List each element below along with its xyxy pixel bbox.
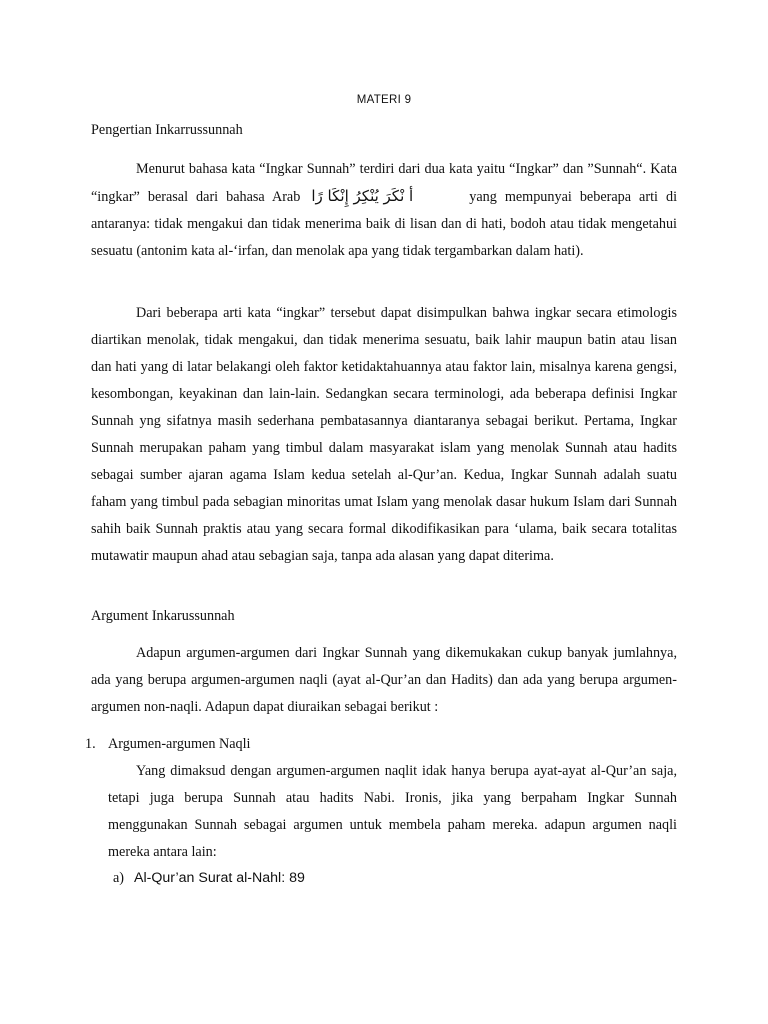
arabic-term: أ نْكَرَ يُنْكِرُ إِنْكَا رًا [311,187,414,205]
section-heading-argument: Argument Inkarussunnah [91,608,235,624]
page-title: MATERI 9 [356,94,412,106]
paragraph-arguments-intro: Adapun argumen-argumen dari Ingkar Sunnah yang dikemukakan cukup banyak jumlahnya, ada yang berupa argumen-argumen naqli (ayat al-Qur’an dan Hadits) dan ada yang berupa argumen-argumen non-naqli. Adapun dapat diuraikan sebagai berikut : [91,645,677,715]
paragraph-definition [91,156,677,265]
list-item-paragraph: Yang dimaksud dengan argumen-argumen naqlit idak hanya berupa ayat-ayat al-Qur’an saja, tetapi juga berupa Sunnah atau hadits Nabi. Ironis, jika yang berpaham Ingkar Sunnah menggunakan Sunnah sebagai argumen untuk membela paham mereka. adapun argumen naqli mereka antara lain: [108,763,677,860]
paragraph-text-before-arabic: Menurut bahasa kata “Ingkar Sunnah” terdiri dari dua kata yaitu “Ingkar” dan ”Sunnah“. Kata “ingkar” berasal dari bahasa Arab [91,161,677,205]
section-heading-pengertian: Pengertian Inkarrussunnah [91,122,243,138]
list-item-number: 1. [85,736,96,752]
sub-list-label: Al-Qur’an Surat al-Nahl: 89 [134,870,305,886]
sub-list-letter: a) [113,870,125,886]
list-item-label: Argumen-argumen Naqli [108,736,251,752]
paragraph-text-after-arabic: yang mempunyai beberapa arti di antaranya: tidak mengakui dan tidak menerima baik di lisan dan di hati, bodoh atau tidak mengetahui sesuatu (antonim kata al-‘irfan, dan menolak apa yang tidak tergambarkan dalam hati). [91,189,678,259]
paragraph-etymology: Dari beberapa arti kata “ingkar” tersebut dapat disimpulkan bahwa ingkar secara etimologis diartikan menolak, tidak mengakui, dan tidak menerima sesuatu, baik lahir maupun batin atau lisan dan hati yang di latar belakangi oleh faktor ketidaktahuannya atau faktor lain, misalnya karena gengsi, kesombongan, keyakinan dan lain-lain. Sedangkan secara terminologi, ada beberapa definisi Ingkar Sunnah yng sifatnya masih sederhana pembatasannya diantaranya sebagai berikut. Pertama, Ingkar Sunnah merupakan paham yang timbul dalam masyarakat islam yang menolak Sunnah atau hadits sebagai sumber ajaran agama Islam kedua setelah al-Qur’an. Kedua, Ingkar Sunnah adalah suatu faham yang timbul pada sebagian minoritas umat Islam yang menolak dasar hukum Islam dari Sunnah sahih baik Sunnah praktis atau yang secara formal dikodifikasikan para ‘ulama, baik secara totalitas mutawatir maupun ahad atau sebagian saja, tanpa ada alasan yang dapat diterima. [91,305,677,564]
